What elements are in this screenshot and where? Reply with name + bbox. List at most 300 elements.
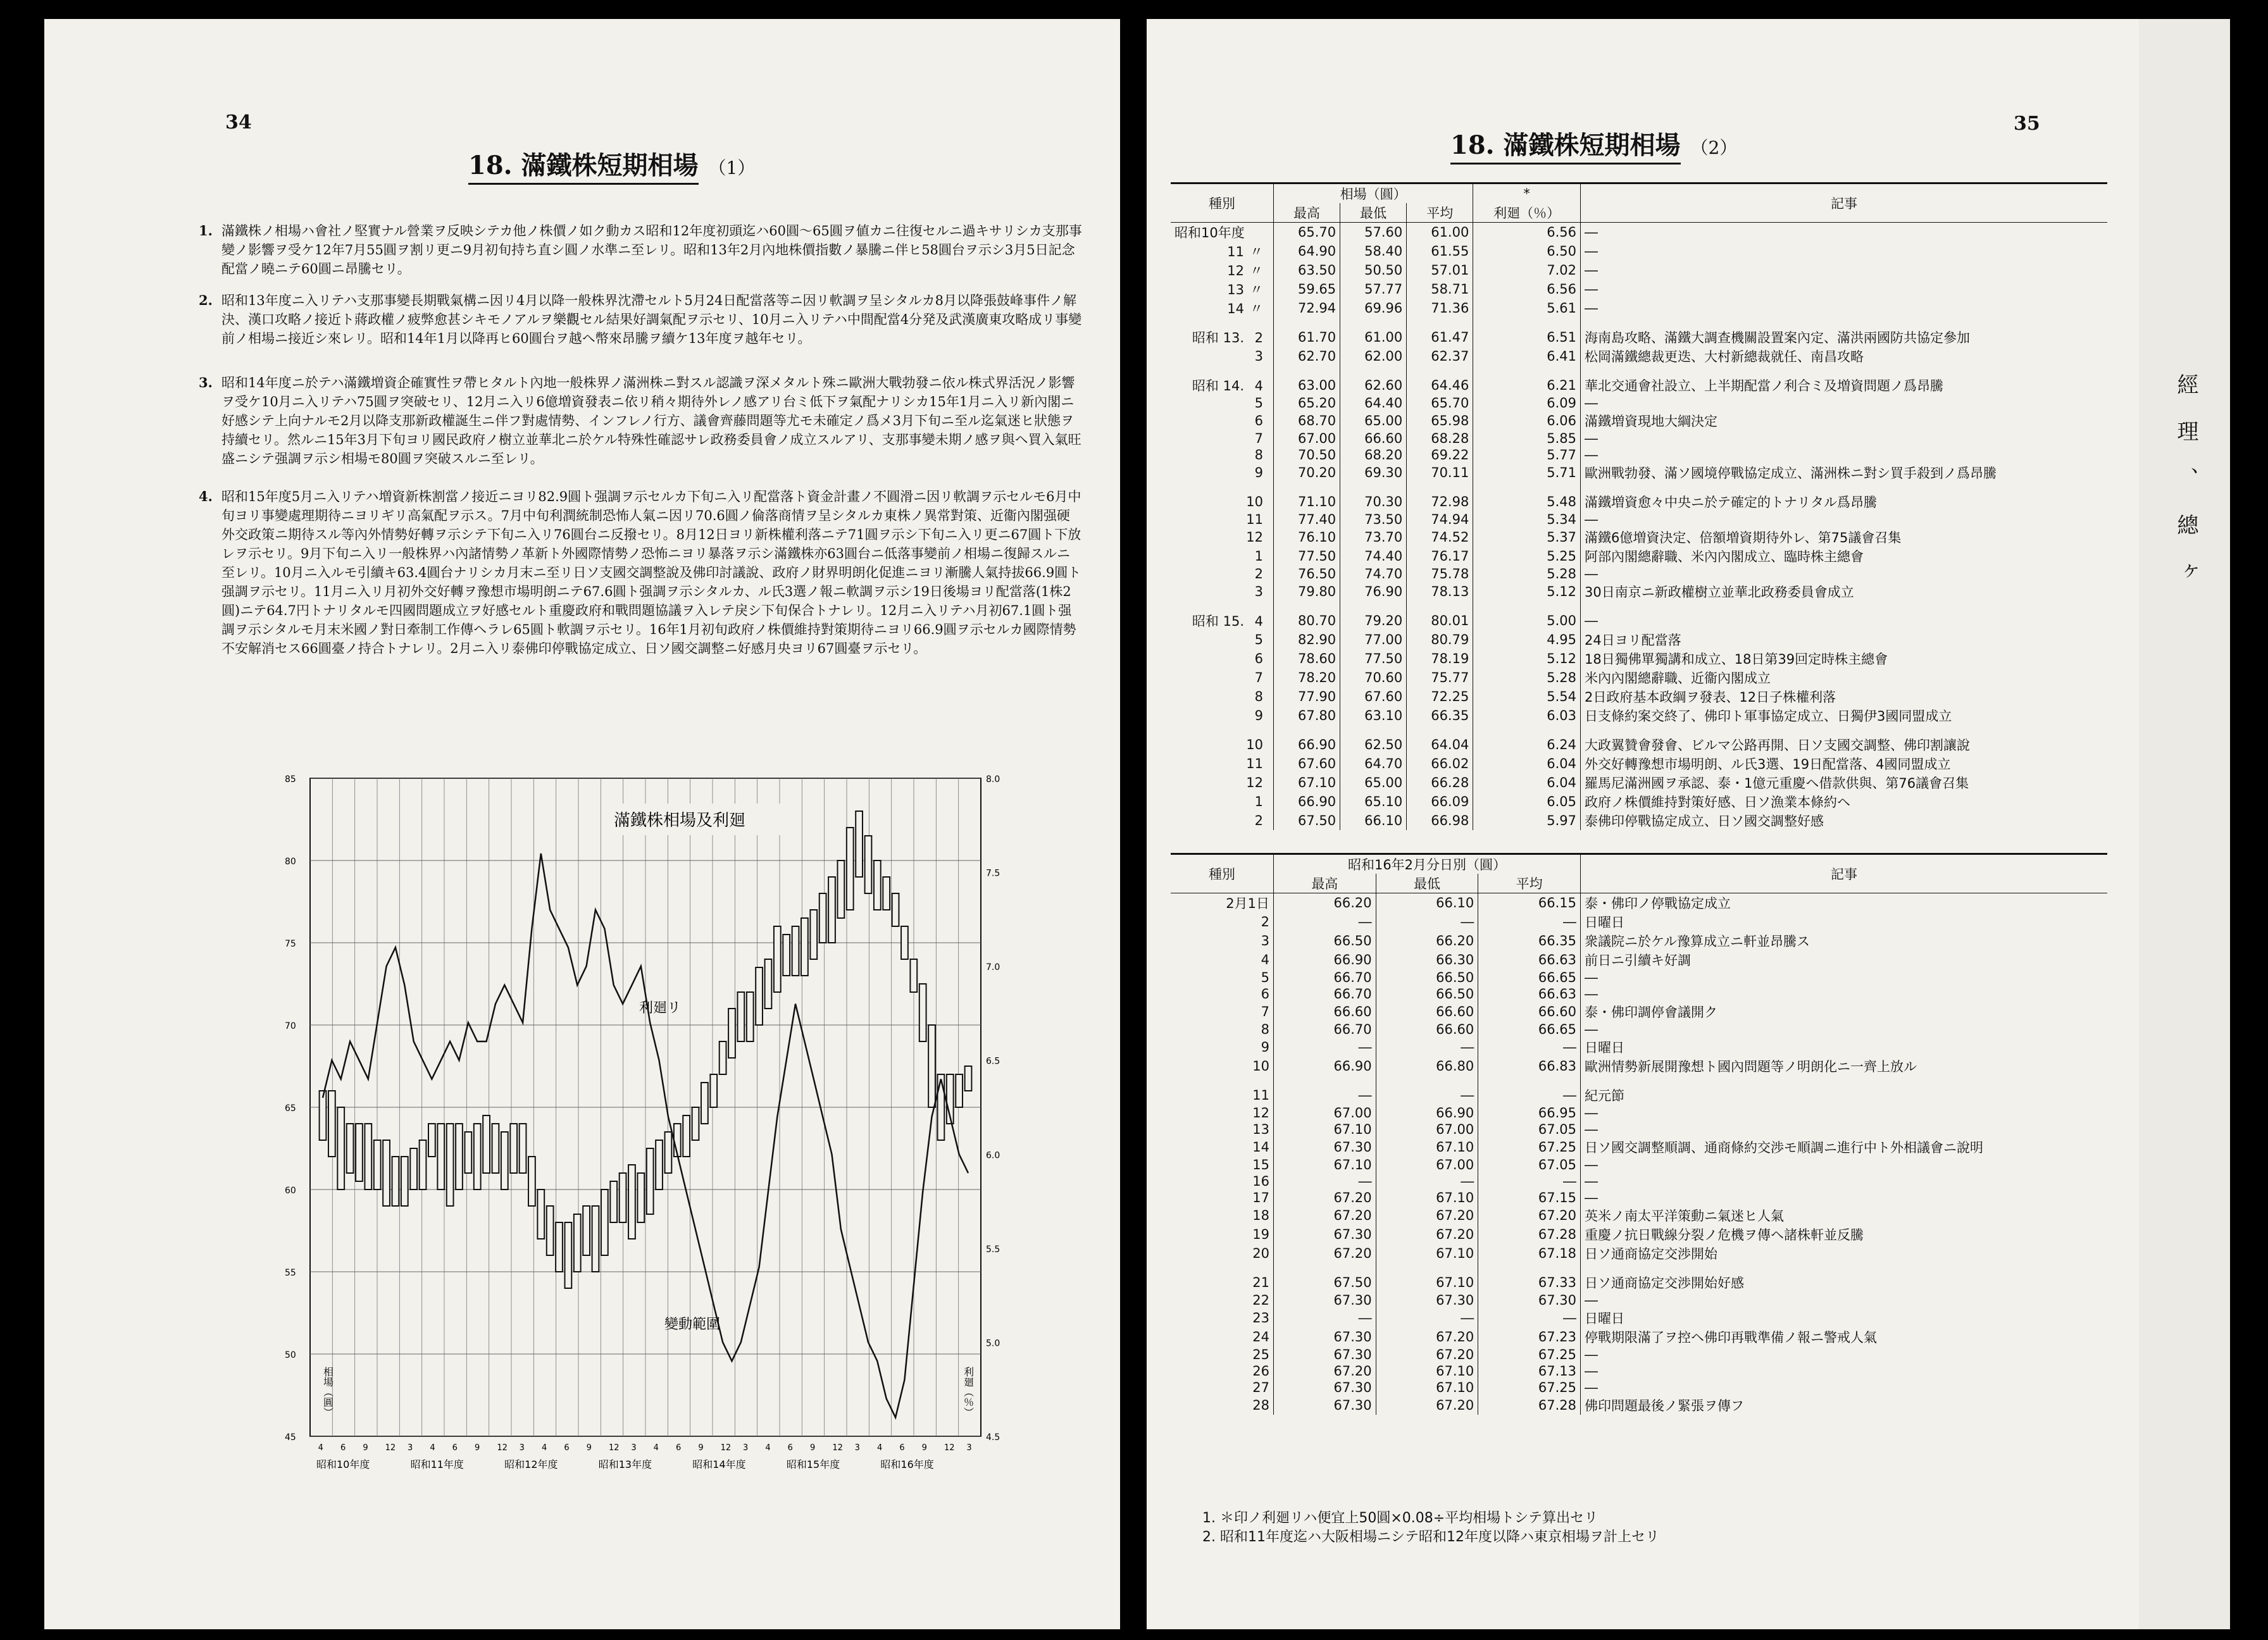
cell-avg: 78.13 <box>1407 582 1473 601</box>
title-sub: （1） <box>708 158 756 178</box>
cell-day: 24 <box>1252 1329 1269 1345</box>
row-label: 13 〃 <box>1227 282 1263 297</box>
year-label: 昭和11年度 <box>410 1458 464 1470</box>
cell-low: 66.50 <box>1376 986 1478 1002</box>
cell-yield: 5.71 <box>1473 463 1581 482</box>
cell-low: 67.00 <box>1376 1157 1478 1173</box>
table-row <box>1171 950 2107 969</box>
year-labels <box>316 1458 934 1470</box>
cell-low: 64.70 <box>1340 754 1407 773</box>
cell-day: 28 <box>1252 1398 1269 1413</box>
row-label: 2 <box>1254 566 1263 581</box>
table-row <box>1171 630 2107 649</box>
cell-low: 66.10 <box>1376 893 1478 913</box>
cell-low: 79.20 <box>1340 611 1407 630</box>
cell-avg: 68.28 <box>1407 430 1473 447</box>
range-bar <box>520 1124 526 1173</box>
cell-note: 日曜日 <box>1581 1038 2108 1057</box>
cell-note: ― <box>1581 1157 2108 1173</box>
cell-high: 77.90 <box>1274 687 1340 706</box>
cell-note: 外交好轉豫想市場明朗、ル氏3選、19日配當落、4國同盟成立 <box>1581 754 2108 773</box>
cell-day: 15 <box>1252 1157 1269 1172</box>
range-bar <box>637 1173 644 1222</box>
table-row <box>1171 931 2107 950</box>
month-tick: 12 <box>832 1443 843 1453</box>
cell-high: 72.94 <box>1274 299 1340 318</box>
cell-avg: 66.28 <box>1407 773 1473 792</box>
cell-note: 衆議院ニ於ケル豫算成立ニ軒並昂騰ス <box>1581 931 2108 950</box>
cell-avg: 67.15 <box>1478 1190 1581 1206</box>
cell-note: 英米ノ南太平洋策動ニ氣迷ヒ人氣 <box>1581 1206 2108 1225</box>
cell-avg: 67.20 <box>1478 1206 1581 1225</box>
cell-yield: 5.61 <box>1473 299 1581 318</box>
cell-yield: 6.56 <box>1473 223 1581 242</box>
table-row <box>1171 1086 2107 1105</box>
cell-yield: 6.04 <box>1473 754 1581 773</box>
cell-avg: 65.98 <box>1407 411 1473 430</box>
cell-high: 66.90 <box>1274 735 1340 754</box>
cell-note: ― <box>1581 223 2108 242</box>
footnote-1: 1. ＊印ノ利廻リハ便宜上50圓×0.08÷平均相場トシテ算出セリ <box>1202 1510 1598 1526</box>
cell-yield: 5.77 <box>1473 447 1581 463</box>
range-bar <box>910 959 917 992</box>
cell-low: ― <box>1376 1173 1478 1190</box>
cell-avg: 80.79 <box>1407 630 1473 649</box>
cell-note: 日曜日 <box>1581 912 2108 931</box>
cell-yield: 5.85 <box>1473 430 1581 447</box>
range-bar <box>865 836 872 893</box>
cell-high: 67.00 <box>1274 430 1340 447</box>
row-label: 6 <box>1254 413 1263 428</box>
cell-avg: 67.13 <box>1478 1363 1581 1379</box>
row-label: 14 〃 <box>1227 301 1263 316</box>
range-bar <box>565 1222 572 1288</box>
cell-yield: 5.97 <box>1473 811 1581 830</box>
range-bar <box>801 918 808 976</box>
paragraph-1: 1. 滿鐵株ノ相場ハ會社ノ堅實ナル營業ヲ反映シテカ他ノ株價ノ如ク動カス昭和12年度初頭迄ハ60圓～65圓ヲ値カニ往復セルニ過キサリシカ支那事變ノ影響ヲ受ケ12年7月55圓ヲ割リ更ニ9月初旬持ち直シ圓ノ水準ニ至レリ。昭和13年2月內地株價指數ノ暴騰ニ伴ヒ58圓台ヲ示シ3月5日記念配當ノ曉ニテ60圓ニ昂騰セリ。 <box>199 223 1082 276</box>
cell-day: 12 <box>1252 1105 1269 1121</box>
cell-high: 70.50 <box>1274 447 1340 463</box>
range-bar <box>720 1041 726 1074</box>
row-label: 3 <box>1254 349 1263 364</box>
table-row <box>1171 347 2107 366</box>
row-label: 1 <box>1254 794 1263 809</box>
month-tick: 9 <box>698 1443 704 1453</box>
row-label: 12 <box>1246 530 1263 545</box>
cell-avg: 66.98 <box>1407 811 1473 830</box>
cell-high: 71.10 <box>1274 492 1340 511</box>
cell-avg: 67.05 <box>1478 1157 1581 1173</box>
cell-day: 19 <box>1252 1227 1269 1242</box>
cell-avg: 67.23 <box>1478 1327 1581 1346</box>
cell-avg: 67.25 <box>1478 1346 1581 1363</box>
cell-low: 67.10 <box>1376 1190 1478 1206</box>
cell-yield: 6.05 <box>1473 792 1581 811</box>
price-tick: 85 <box>285 774 296 785</box>
cell-avg: 66.35 <box>1478 931 1581 950</box>
cell-day: 10 <box>1252 1059 1269 1074</box>
cell-high: 63.00 <box>1274 376 1340 395</box>
cell-note: 日ソ通商協定交渉開始 <box>1581 1244 2108 1263</box>
cell-note: 阿部內閣總辭職、米內內閣成立、臨時株主總會 <box>1581 547 2108 566</box>
cell-low: 69.30 <box>1340 463 1407 482</box>
yield-tick: 7.5 <box>986 868 1000 879</box>
cell-avg: 64.04 <box>1407 735 1473 754</box>
row-label: 昭和10年度 <box>1174 225 1245 240</box>
year-label: 昭和12年度 <box>504 1458 558 1470</box>
table-row <box>1171 411 2107 430</box>
range-bar <box>528 1157 535 1206</box>
cell-day: 17 <box>1252 1190 1269 1205</box>
cell-high: 66.70 <box>1274 969 1376 986</box>
cell-note: ― <box>1581 1379 2108 1396</box>
cell-avg: 78.19 <box>1407 649 1473 668</box>
cell-note: 滿鐵6億増資決定、倍額増資期待外レ、第75議會召集 <box>1581 528 2108 547</box>
cell-low: 70.60 <box>1340 668 1407 687</box>
month-tick: 6 <box>564 1443 570 1453</box>
cell-low: 73.70 <box>1340 528 1407 547</box>
page-number-left: 34 <box>225 111 252 134</box>
cell-avg: 66.95 <box>1478 1105 1581 1121</box>
cell-yield: 4.95 <box>1473 630 1581 649</box>
cell-low: 67.60 <box>1340 687 1407 706</box>
range-bar <box>410 1148 417 1190</box>
cell-low: 67.20 <box>1376 1206 1478 1225</box>
range-bar <box>883 877 890 910</box>
cell-day: 4 <box>1261 952 1269 967</box>
range-bar <box>592 1206 599 1272</box>
cell-low: 69.96 <box>1340 299 1407 318</box>
range-bar <box>665 1132 672 1173</box>
row-label: 11 <box>1246 756 1263 771</box>
cell-low: ― <box>1376 912 1478 931</box>
table-row <box>1171 1225 2107 1244</box>
range-bar <box>620 1173 626 1222</box>
table-row <box>1171 242 2107 261</box>
cell-day: 9 <box>1261 1040 1269 1055</box>
range-bar <box>856 811 863 877</box>
cell-avg: 66.60 <box>1478 1002 1581 1021</box>
table-row <box>1171 1105 2107 1121</box>
month-tick: 3 <box>743 1443 749 1453</box>
paragraph-4: 4. 昭和15年度5月ニ入リテハ増資新株割當ノ接近ニヨリ82.9圓ト强調ヲ示セルカ下旬ニ入リ配當落ト資金計畫ノ不圓滑ニ因リ軟調ヲ示セルモ6月中旬ヨリ事變處理期待ニヨリギリ高氣配ヲ示ス。7月中旬利潤統制恐怖人氣ニ因リ70.6圓ノ倫落商情ヲ呈シタルカ東株ノ異常對策、近衞內閣强硬外交政策ニ期待スル等內外情勢好轉ヲ示シテ下旬ニ入リ76圓台ニ反撥セリ。8月12日ヨリ新株權利落ニテ71圓ヲ示シ下旬ニ入リ更ニ67圓ト下放レヲ示セリ。9月下旬ニ入リ一般株界ハ內諸情勢ノ革新ト外國際情勢ノ恐怖ニヨリ暴落ヲ示シ滿鐵株亦63圓台ニ低落事變前ノ相場ニ復歸スルニ至レリ。10月ニ入ルモ引續キ63.4圓台ナリシカ月末ニ至リ日ソ支國交調整說及佛印討議說、政府ノ財界明朗化促進ニヨリ漸騰人氣持拔66.9圓ト强調ヲ示セリ。11月ニ入リ月初外交好轉ヲ豫想市場明朗ニテ67.6圓ト强調ヲ示シタルカ、ル氏3選ノ報ニ軟調ヲ示シ19日後場ヨリ配當落(1株2圓)ニテ64.7円トナリタルモ四國問題成立ヲ好感セルト重慶政府和戰問題協議ヲ入レテ戾シ下旬保合トナレリ。12月ニ入リテハ月初67.1圓ト强調ヲ示シタルモ月末米國ノ對日牽制工作傳ヘラレ65圓ト軟調ヲ示セリ。16年1月初旬政府ノ株價維持對策期待ニヨリ66.9圓ヲ示セルカ國際情勢不安解消セス66圓臺ノ持合トナレリ。2月ニ入リ泰佛印停戰協定成立、日ソ國交調整ニ好感月央ヨリ67圓臺ヲ示セリ。 <box>199 488 1081 656</box>
table-row <box>1171 463 2107 482</box>
range-bar <box>956 1074 963 1107</box>
price-tick: 55 <box>285 1268 296 1278</box>
cell-low: 67.10 <box>1376 1379 1478 1396</box>
range-bar <box>320 1091 327 1140</box>
table-row <box>1171 1273 2107 1292</box>
row-label: 昭和 15. 4 <box>1192 614 1263 629</box>
cell-low: ― <box>1376 1038 1478 1057</box>
cell-avg: 66.65 <box>1478 1021 1581 1038</box>
cell-avg: 66.15 <box>1478 893 1581 913</box>
cell-avg: 70.11 <box>1407 463 1473 482</box>
cell-high: 66.70 <box>1274 986 1376 1002</box>
cell-high: 66.90 <box>1274 950 1376 969</box>
table-row <box>1171 687 2107 706</box>
cell-day: 7 <box>1261 1004 1269 1019</box>
cell-avg: 58.71 <box>1407 280 1473 299</box>
th-high: 最高 <box>1274 203 1340 223</box>
cell-note: 羅馬尼滿洲國ヲ承認、泰・1億元重慶ヘ借款供與、第76議會召集 <box>1581 773 2108 792</box>
cell-high: 76.50 <box>1274 566 1340 582</box>
cell-day: 11 <box>1252 1088 1269 1103</box>
row-label: 10 <box>1246 494 1263 509</box>
cell-high: 77.50 <box>1274 547 1340 566</box>
month-tick: 9 <box>475 1443 480 1453</box>
cell-low: 77.50 <box>1340 649 1407 668</box>
range-bar <box>928 1025 935 1107</box>
yield-tick: 6.5 <box>986 1056 1000 1067</box>
range-bar <box>874 860 881 910</box>
table-row <box>1171 986 2107 1002</box>
cell-yield: 6.24 <box>1473 735 1581 754</box>
table-row <box>1171 1021 2107 1038</box>
cell-avg: ― <box>1478 1038 1581 1057</box>
th-period: 昭和16年2月分日別（圓） <box>1274 854 1581 874</box>
range-bar <box>710 1074 717 1107</box>
cell-avg: 71.36 <box>1407 299 1473 318</box>
month-tick: 6 <box>787 1443 793 1453</box>
monthly-price-table <box>1171 182 2107 830</box>
cell-high: 67.20 <box>1274 1206 1376 1225</box>
table-row <box>1171 328 2107 347</box>
cell-low: 65.10 <box>1340 792 1407 811</box>
cell-note: ― <box>1581 1021 2108 1038</box>
range-bar <box>364 1124 371 1190</box>
cell-high: 67.30 <box>1274 1292 1376 1308</box>
cell-avg: 65.70 <box>1407 395 1473 411</box>
cell-high: 66.60 <box>1274 1002 1376 1021</box>
month-tick: 6 <box>452 1443 458 1453</box>
row-label: 8 <box>1254 447 1263 463</box>
cell-low: 61.00 <box>1340 328 1407 347</box>
price-tick: 60 <box>285 1186 296 1196</box>
cell-low: 66.10 <box>1340 811 1407 830</box>
row-label: 1 <box>1254 549 1263 564</box>
month-tick: 9 <box>363 1443 368 1453</box>
range-bar <box>819 893 826 943</box>
year-label: 昭和10年度 <box>316 1458 370 1470</box>
price-yield-chart <box>247 747 1044 1474</box>
cell-avg: 66.65 <box>1478 969 1581 986</box>
cell-high: 68.70 <box>1274 411 1340 430</box>
table-row <box>1171 223 2107 242</box>
row-label: 5 <box>1254 632 1263 647</box>
table-row <box>1171 1190 2107 1206</box>
cell-low: 66.50 <box>1376 969 1478 986</box>
cell-yield: 5.12 <box>1473 649 1581 668</box>
month-tick: 4 <box>765 1443 771 1453</box>
table-row <box>1171 1327 2107 1346</box>
table-row <box>1171 811 2107 830</box>
cell-high: 67.30 <box>1274 1379 1376 1396</box>
th-avg: 平均 <box>1478 874 1581 893</box>
cell-avg: 74.52 <box>1407 528 1473 547</box>
table-row <box>1171 649 2107 668</box>
cell-note: 滿鐵増資愈々中央ニ於テ確定的トナリタル爲昂騰 <box>1581 492 2108 511</box>
range-bar <box>965 1066 972 1091</box>
table-row <box>1171 735 2107 754</box>
cell-low: 68.20 <box>1340 447 1407 463</box>
row-label: 6 <box>1254 651 1263 666</box>
cell-note: 30日南京ニ新政權樹立並華北政務委員會成立 <box>1581 582 2108 601</box>
month-tick: 12 <box>385 1443 396 1453</box>
price-tick: 75 <box>285 939 296 949</box>
range-bar <box>574 1214 581 1272</box>
cell-note: ― <box>1581 1292 2108 1308</box>
cell-high: 82.90 <box>1274 630 1340 649</box>
cell-avg: 61.00 <box>1407 223 1473 242</box>
th-low: 最低 <box>1376 874 1478 893</box>
table-row <box>1171 754 2107 773</box>
cell-note: 2日政府基本政綱ヲ發表、12日子株權利落 <box>1581 687 2108 706</box>
month-tick: 4 <box>877 1443 883 1453</box>
th-note: 記事 <box>1581 854 2108 893</box>
row-label: 10 <box>1246 737 1263 752</box>
table-row <box>1171 792 2107 811</box>
cell-note: ― <box>1581 1363 2108 1379</box>
table-row <box>1171 611 2107 630</box>
cell-high: 59.65 <box>1274 280 1340 299</box>
range-bar <box>328 1091 335 1157</box>
footnotes <box>1202 1509 1659 1547</box>
cell-high: 66.90 <box>1274 792 1340 811</box>
cell-avg: 66.63 <box>1478 950 1581 969</box>
month-tick: 4 <box>430 1443 435 1453</box>
chart-title: 滿鐵株相場及利廻 <box>614 811 746 830</box>
cell-note: 日ソ通商協定交渉開始好感 <box>1581 1273 2108 1292</box>
cell-low: 67.10 <box>1376 1363 1478 1379</box>
cell-note: 滿鐵増資現地大綱決定 <box>1581 411 2108 430</box>
cell-yield: 6.41 <box>1473 347 1581 366</box>
cell-low: ― <box>1376 1308 1478 1327</box>
row-label: 7 <box>1254 670 1263 685</box>
cell-avg: ― <box>1478 912 1581 931</box>
range-bar <box>601 1190 608 1255</box>
cell-low: 50.50 <box>1340 261 1407 280</box>
table-row <box>1171 582 2107 601</box>
range-bar <box>383 1140 390 1206</box>
cell-low: 57.60 <box>1340 223 1407 242</box>
cell-avg: 66.83 <box>1478 1057 1581 1076</box>
cell-avg: 66.35 <box>1407 706 1473 725</box>
cell-high: 70.20 <box>1274 463 1340 482</box>
th-price: 相場（圓） <box>1274 183 1473 204</box>
cell-day: 23 <box>1252 1310 1269 1326</box>
price-tick: 45 <box>285 1432 296 1443</box>
cell-yield: 5.25 <box>1473 547 1581 566</box>
th-yield: 利廻（％） <box>1473 203 1581 223</box>
cell-note: 華北交通會社設立、上半期配當ノ利合ミ及増資問題ノ爲昂騰 <box>1581 376 2108 395</box>
row-label: 12 〃 <box>1227 263 1263 278</box>
cell-avg: 57.01 <box>1407 261 1473 280</box>
year-label: 昭和13年度 <box>598 1458 652 1470</box>
cell-note: ― <box>1581 986 2108 1002</box>
range-bar <box>901 926 908 959</box>
table-row <box>1171 1157 2107 1173</box>
cell-low: 67.20 <box>1376 1225 1478 1244</box>
cell-avg: 66.09 <box>1407 792 1473 811</box>
month-tick: 6 <box>340 1443 346 1453</box>
range-bar <box>647 1148 654 1214</box>
cell-yield: 5.28 <box>1473 668 1581 687</box>
row-label: 7 <box>1254 431 1263 446</box>
cell-low: 74.70 <box>1340 566 1407 582</box>
cell-high: 67.50 <box>1274 811 1340 830</box>
cell-note: ― <box>1581 430 2108 447</box>
range-bar <box>556 1222 563 1272</box>
row-label: 5 <box>1254 395 1263 411</box>
range-bar <box>837 860 844 918</box>
title-text: 18. 滿鐵株短期相場 <box>468 151 699 185</box>
table-row <box>1171 1363 2107 1379</box>
range-bar <box>510 1124 517 1173</box>
cell-high: 79.80 <box>1274 582 1340 601</box>
cell-yield: 6.51 <box>1473 328 1581 347</box>
cell-day: 20 <box>1252 1246 1269 1261</box>
cell-day: 13 <box>1252 1122 1269 1137</box>
table-row <box>1171 1038 2107 1057</box>
table-row <box>1171 1121 2107 1138</box>
cell-note: 米內內閣總辭職、近衞內閣成立 <box>1581 668 2108 687</box>
cell-high: 67.20 <box>1274 1190 1376 1206</box>
left-axis-caption: 相場（圓） <box>321 1367 334 1417</box>
range-bar <box>892 893 899 926</box>
price-tick: 50 <box>285 1350 296 1360</box>
daily-price-table <box>1171 853 2107 1415</box>
cell-day: 25 <box>1252 1347 1269 1362</box>
cell-avg: 66.02 <box>1407 754 1473 773</box>
yield-tick-labels <box>986 774 1000 1443</box>
cell-avg: 67.25 <box>1478 1138 1581 1157</box>
cell-day: 3 <box>1261 933 1269 948</box>
range-bar <box>656 1140 663 1190</box>
cell-note: ― <box>1581 395 2108 411</box>
cell-note: 重慶ノ抗日戰線分裂ノ危機ヲ傳ヘ諸株軒並反騰 <box>1581 1225 2108 1244</box>
cell-avg: 76.17 <box>1407 547 1473 566</box>
table-row <box>1171 668 2107 687</box>
range-bar <box>337 1107 344 1190</box>
cell-avg: 66.63 <box>1478 986 1581 1002</box>
cell-note: 政府ノ株價維持對策好感、日ソ漁業本條約ヘ <box>1581 792 2108 811</box>
cell-day: 22 <box>1252 1293 1269 1308</box>
cell-low: 66.80 <box>1376 1057 1478 1076</box>
range-bar <box>583 1206 590 1255</box>
cell-day: 21 <box>1252 1275 1269 1290</box>
th-high: 最高 <box>1274 874 1376 893</box>
cell-note: ― <box>1581 611 2108 630</box>
cell-day: 18 <box>1252 1208 1269 1223</box>
cell-note: ― <box>1581 1346 2108 1363</box>
cell-day: 14 <box>1252 1140 1269 1155</box>
cell-note: 大政翼贊會發會、ビルマ公路再開、日ソ支國交調整、佛印割讓說 <box>1581 735 2108 754</box>
cell-high: 66.20 <box>1274 893 1376 913</box>
month-tick: 4 <box>653 1443 659 1453</box>
yield-tick: 6.0 <box>986 1150 1000 1161</box>
row-label: 9 <box>1254 708 1263 723</box>
cell-low: 67.20 <box>1376 1396 1478 1415</box>
range-bar <box>828 877 835 943</box>
cell-high: 67.10 <box>1274 773 1340 792</box>
table-row <box>1171 447 2107 463</box>
cell-low: 67.00 <box>1376 1121 1478 1138</box>
cell-high: 76.10 <box>1274 528 1340 547</box>
month-tick: 4 <box>542 1443 547 1453</box>
row-label: 8 <box>1254 689 1263 704</box>
table-row <box>1171 1002 2107 1021</box>
